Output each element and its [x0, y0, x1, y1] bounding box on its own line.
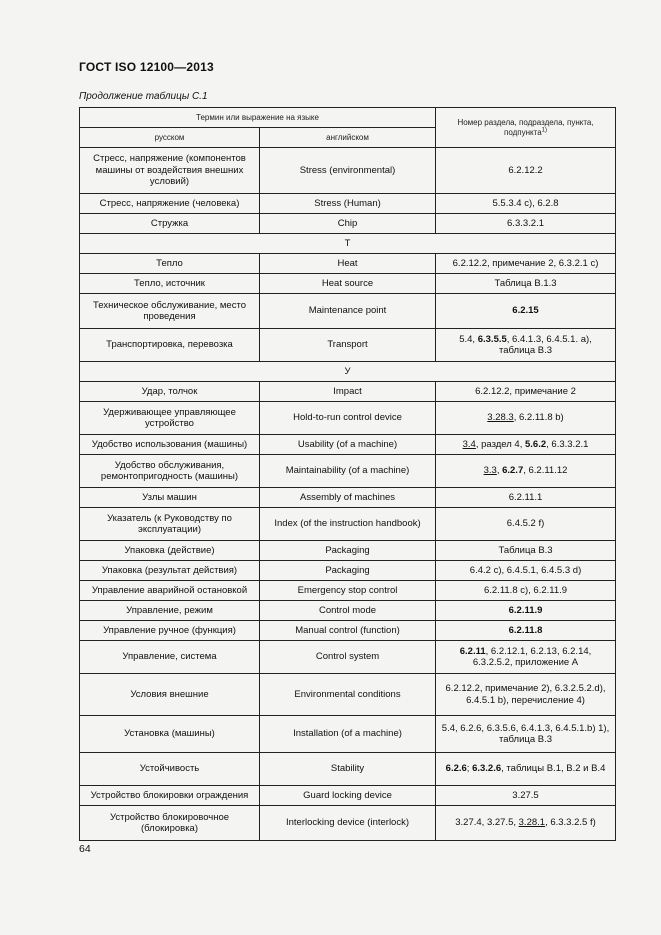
reference-segment: 6.2.11.8 c), 6.2.11.9 [483, 584, 568, 596]
term-english: Maintainability (of a machine) [260, 455, 436, 488]
term-english: Impact [260, 382, 436, 402]
table-row [80, 786, 616, 806]
term-reference [436, 581, 616, 601]
table-row [80, 382, 616, 402]
table-row [80, 254, 616, 274]
term-english: Heat source [260, 274, 436, 294]
reference-segment: 6.4.5.2 f) [506, 518, 545, 530]
table-row [80, 581, 616, 601]
term-english: Usability (of a machine) [260, 435, 436, 455]
table-row [80, 601, 616, 621]
reference-segment: , 6.4.1.3, 6.4.5.1. a), таблица В.3 [499, 333, 592, 356]
term-reference [436, 382, 616, 402]
reference-segment: , [496, 465, 503, 477]
reference-segment: ; [466, 763, 473, 775]
table-row [80, 435, 616, 455]
letter-divider-row [80, 234, 616, 254]
term-reference [436, 274, 616, 294]
table-body [80, 148, 616, 841]
reference-segment: , 6.2.11.8 b) [513, 412, 564, 424]
term-english: Index (of the instruction handbook) [260, 508, 436, 541]
reference-segment: 6.3.5.5 [477, 333, 507, 345]
term-reference [436, 601, 616, 621]
table-row [80, 214, 616, 234]
page-number: 64 [79, 843, 91, 855]
table-row [80, 641, 616, 674]
reference-segment: 3.28.3 [487, 412, 514, 424]
term-english: Chip [260, 214, 436, 234]
reference-segment: , 6.3.3.2.5 f) [545, 817, 596, 829]
reference-segment: 6.4.2 c), 6.4.5.1, 6.4.5.3 d) [469, 564, 582, 576]
letter-divider-row [80, 362, 616, 382]
reference-segment: 6.2.11.8 [508, 624, 543, 636]
term-reference [436, 254, 616, 274]
table-row [80, 274, 616, 294]
term-russian: Управление, система [80, 641, 260, 674]
table-row [80, 148, 616, 194]
reference-segment: 6.2.12.2 [508, 164, 543, 176]
term-russian: Удобство обслуживания, ремонтопригодность (машины) [80, 455, 260, 488]
term-russian: Техническое обслуживание, место проведения [80, 294, 260, 329]
reference-segment: 6.2.12.2, примечание 2, 6.3.2.1 c) [452, 257, 599, 269]
term-reference [436, 488, 616, 508]
reference-segment: 6.2.11.1 [508, 491, 543, 503]
term-english: Guard locking device [260, 786, 436, 806]
reference-segment: 6.2.11 [459, 645, 486, 657]
term-russian: Устройство блокировочное (блокировка) [80, 806, 260, 841]
term-russian: Стресс, напряжение (человека) [80, 194, 260, 214]
reference-segment: 6.2.12.2, примечание 2 [475, 385, 576, 397]
term-english: Stability [260, 753, 436, 786]
header-english: английском [260, 128, 436, 148]
reference-segment: 6.2.6 [445, 763, 467, 775]
reference-segment: 5.4, 6.2.6, 6.3.5.6, 6.4.1.3, 6.4.5.1.b) 1), таблица В.3 [441, 722, 610, 745]
table-row [80, 716, 616, 753]
term-russian: Управление, режим [80, 601, 260, 621]
term-reference [436, 561, 616, 581]
table-header [80, 108, 616, 148]
table-row [80, 294, 616, 329]
term-english: Maintenance point [260, 294, 436, 329]
term-reference [436, 753, 616, 786]
reference-segment: 6.3.2.6 [472, 763, 502, 775]
term-russian: Тепло [80, 254, 260, 274]
reference-segment: 6.3.3.2.1 [507, 217, 544, 229]
term-english: Interlocking device (interlock) [260, 806, 436, 841]
term-english: Transport [260, 329, 436, 362]
term-english: Environmental conditions [260, 674, 436, 716]
table-row [80, 541, 616, 561]
term-reference [436, 806, 616, 841]
term-russian: Удобство использования (машины) [80, 435, 260, 455]
table-row [80, 753, 616, 786]
table-row [80, 806, 616, 841]
header-russian: русском [80, 128, 260, 148]
reference-segment: 6.2.12.2, примечание 2), 6.3.2.5.2.d), 6.4.5.1 b), перечисление 4) [445, 683, 606, 706]
term-english: Assembly of machines [260, 488, 436, 508]
term-reference [436, 329, 616, 362]
header-reference-label: Номер раздела, подраздела, пункта, подпункта [457, 117, 594, 137]
reference-segment: Таблица В.3 [498, 544, 553, 556]
letter-divider: У [80, 362, 616, 382]
reference-segment: 5.6.2 [525, 438, 547, 450]
term-russian: Узлы машин [80, 488, 260, 508]
term-russian: Устойчивость [80, 753, 260, 786]
table-row [80, 402, 616, 435]
reference-segment: 3.4 [462, 438, 476, 450]
header-reference [436, 108, 616, 148]
term-russian: Управление ручное (функция) [80, 621, 260, 641]
table-row [80, 488, 616, 508]
letter-divider: Т [80, 234, 616, 254]
term-russian: Установка (машины) [80, 716, 260, 753]
table-row [80, 621, 616, 641]
term-english: Packaging [260, 541, 436, 561]
term-english: Stress (Human) [260, 194, 436, 214]
term-english: Stress (environmental) [260, 148, 436, 194]
term-english: Emergency stop control [260, 581, 436, 601]
term-english: Control system [260, 641, 436, 674]
term-russian: Стресс, напряжение (компонентов машины от воздействия внешних условий) [80, 148, 260, 194]
term-russian: Условия внешние [80, 674, 260, 716]
term-english: Manual control (function) [260, 621, 436, 641]
reference-segment: 5.4, [459, 333, 478, 345]
term-english: Heat [260, 254, 436, 274]
reference-segment: 3.28.1 [518, 817, 546, 829]
table-row [80, 329, 616, 362]
reference-segment: , 6.2.11.12 [523, 465, 568, 477]
term-reference [436, 621, 616, 641]
reference-segment: 3.3 [483, 465, 497, 477]
terms-table [79, 107, 616, 841]
term-russian: Упаковка (результат действия) [80, 561, 260, 581]
reference-segment: 6.2.15 [512, 305, 539, 317]
table-continuation-caption: Продолжение таблицы С.1 [79, 91, 208, 102]
reference-segment: , 6.3.3.2.1 [546, 438, 589, 450]
reference-segment: 3.27.4, 3.27.5, [455, 817, 519, 829]
term-russian: Стружка [80, 214, 260, 234]
term-english: Installation (of a machine) [260, 716, 436, 753]
term-english: Hold-to-run control device [260, 402, 436, 435]
term-english: Packaging [260, 561, 436, 581]
reference-segment: Таблица В.1.3 [494, 277, 557, 289]
term-reference [436, 541, 616, 561]
table-row [80, 674, 616, 716]
term-russian: Тепло, источник [80, 274, 260, 294]
term-russian: Удерживающее управляющее устройство [80, 402, 260, 435]
term-russian: Упаковка (действие) [80, 541, 260, 561]
table-row [80, 561, 616, 581]
header-term-group: Термин или выражение на языке [80, 108, 436, 128]
reference-segment: , 6.2.12.1, 6.2.13, 6.2.14, 6.3.2.5.2, приложение А [472, 645, 592, 668]
header-reference-footnote: 1) [541, 126, 547, 133]
reference-segment: 6.2.11.9 [508, 604, 543, 616]
term-reference [436, 641, 616, 674]
document-title: ГОСТ ISO 12100—2013 [79, 60, 214, 74]
reference-segment: , раздел 4, [475, 438, 525, 450]
table-row [80, 455, 616, 488]
table-row [80, 194, 616, 214]
term-russian: Устройство блокировки ограждения [80, 786, 260, 806]
term-reference [436, 194, 616, 214]
term-russian: Удар, толчок [80, 382, 260, 402]
term-reference [436, 148, 616, 194]
term-reference [436, 716, 616, 753]
term-reference [436, 294, 616, 329]
term-reference [436, 455, 616, 488]
term-russian: Транспортировка, перевозка [80, 329, 260, 362]
reference-segment: 6.2.7 [502, 465, 524, 477]
reference-segment: 5.5.3.4 c), 6.2.8 [492, 197, 559, 209]
term-reference [436, 674, 616, 716]
term-russian: Указатель (к Руководству по эксплуатации) [80, 508, 260, 541]
reference-segment: 3.27.5 [512, 789, 539, 801]
reference-segment: , таблицы В.1, В.2 и В.4 [501, 763, 606, 775]
term-reference [436, 435, 616, 455]
term-reference [436, 508, 616, 541]
term-reference [436, 402, 616, 435]
term-russian: Управление аварийной остановкой [80, 581, 260, 601]
term-reference [436, 786, 616, 806]
term-english: Control mode [260, 601, 436, 621]
term-reference [436, 214, 616, 234]
table-row [80, 508, 616, 541]
